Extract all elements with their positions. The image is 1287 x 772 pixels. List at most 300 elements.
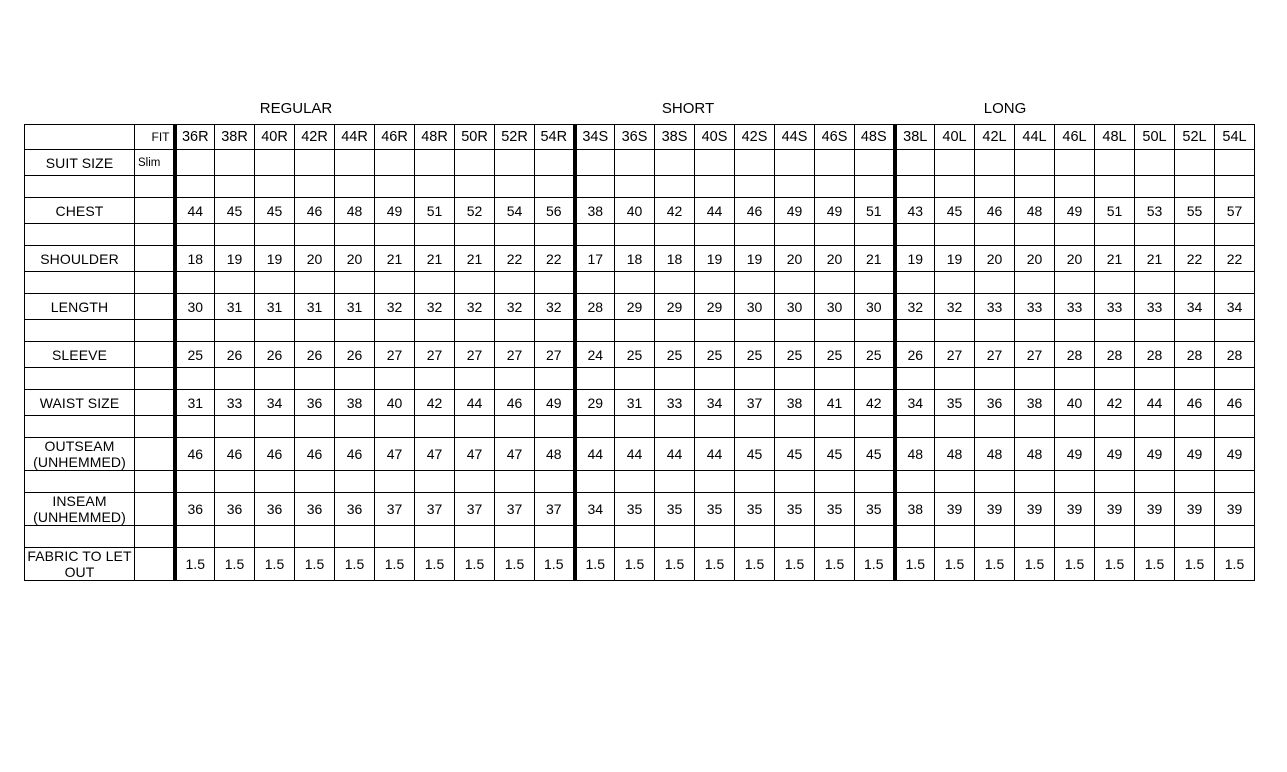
data-cell: 37	[415, 493, 455, 526]
data-cell: 33	[1015, 294, 1055, 320]
data-cell: 49	[1215, 438, 1255, 471]
spacer-cell	[855, 224, 895, 246]
data-cell: 30	[815, 294, 855, 320]
spacer-cell	[535, 272, 575, 294]
spacer-cell	[295, 272, 335, 294]
data-cell: 27	[1015, 342, 1055, 368]
data-cell: 26	[215, 342, 255, 368]
data-cell: 34	[895, 390, 935, 416]
data-cell: 47	[455, 438, 495, 471]
data-cell: 32	[935, 294, 975, 320]
spacer-cell	[215, 224, 255, 246]
column-header-46r: 46R	[375, 125, 415, 150]
spacer-cell	[495, 416, 535, 438]
data-cell: 45	[815, 438, 855, 471]
data-cell: 25	[175, 342, 215, 368]
spacer-cell	[415, 176, 455, 198]
spacer-cell	[975, 224, 1015, 246]
data-cell: 46	[215, 438, 255, 471]
row-fit-cell	[135, 294, 175, 320]
spacer-cell	[935, 471, 975, 493]
data-cell: 48	[935, 438, 975, 471]
column-header-42r: 42R	[295, 125, 335, 150]
data-cell	[935, 150, 975, 176]
row-label: INSEAM (UNHEMMED)	[25, 493, 135, 526]
data-cell: 36	[255, 493, 295, 526]
data-cell: 19	[255, 246, 295, 272]
spacer-cell	[25, 176, 135, 198]
spacer-cell	[295, 368, 335, 390]
spacer-cell	[495, 368, 535, 390]
spacer-cell	[1015, 320, 1055, 342]
spacer-cell	[735, 272, 775, 294]
spacer-cell	[1055, 224, 1095, 246]
row-label: OUTSEAM (UNHEMMED)	[25, 438, 135, 471]
spacer-cell	[255, 526, 295, 548]
spacer-cell	[1215, 272, 1255, 294]
spacer-cell	[855, 176, 895, 198]
data-cell	[215, 150, 255, 176]
spacer-cell	[255, 416, 295, 438]
data-cell: 39	[1135, 493, 1175, 526]
data-cell	[1135, 150, 1175, 176]
spacer-cell	[695, 416, 735, 438]
data-cell: 18	[655, 246, 695, 272]
spacer-cell	[175, 320, 215, 342]
data-cell: 34	[1215, 294, 1255, 320]
data-cell: 31	[215, 294, 255, 320]
data-cell: 34	[255, 390, 295, 416]
spacer-cell	[815, 272, 855, 294]
data-cell: 49	[1055, 438, 1095, 471]
data-cell: 1.5	[975, 548, 1015, 581]
spacer-cell	[295, 320, 335, 342]
spacer-cell	[975, 471, 1015, 493]
data-cell: 1.5	[295, 548, 335, 581]
data-cell: 1.5	[855, 548, 895, 581]
spacer-cell	[1175, 416, 1215, 438]
table-spacer-row	[25, 368, 1255, 390]
spacer-cell	[935, 224, 975, 246]
spacer-cell	[175, 272, 215, 294]
spacer-cell	[1135, 416, 1175, 438]
spacer-cell	[535, 526, 575, 548]
data-cell: 18	[175, 246, 215, 272]
data-cell: 48	[1015, 438, 1055, 471]
data-cell	[975, 150, 1015, 176]
data-cell: 36	[975, 390, 1015, 416]
spacer-cell	[615, 526, 655, 548]
data-cell: 22	[495, 246, 535, 272]
data-cell: 34	[695, 390, 735, 416]
spacer-cell	[335, 416, 375, 438]
spacer-cell	[735, 368, 775, 390]
column-header-48r: 48R	[415, 125, 455, 150]
data-cell: 42	[655, 198, 695, 224]
spacer-cell	[655, 224, 695, 246]
row-fit-cell	[135, 438, 175, 471]
spacer-cell	[25, 368, 135, 390]
spacer-cell	[135, 416, 175, 438]
data-cell: 44	[655, 438, 695, 471]
data-cell: 55	[1175, 198, 1215, 224]
spacer-cell	[135, 526, 175, 548]
spacer-cell	[655, 368, 695, 390]
data-cell: 20	[335, 246, 375, 272]
spacer-cell	[1055, 176, 1095, 198]
data-cell: 26	[295, 342, 335, 368]
data-cell: 54	[495, 198, 535, 224]
row-label: SLEEVE	[25, 342, 135, 368]
spacer-cell	[1175, 320, 1215, 342]
spacer-cell	[455, 320, 495, 342]
data-cell: 36	[295, 390, 335, 416]
table-row	[25, 493, 1255, 526]
data-cell: 46	[295, 198, 335, 224]
spacer-cell	[975, 416, 1015, 438]
spacer-cell	[335, 368, 375, 390]
spacer-cell	[175, 416, 215, 438]
spacer-cell	[175, 176, 215, 198]
spacer-cell	[255, 272, 295, 294]
table-spacer-row	[25, 176, 1255, 198]
spacer-cell	[175, 224, 215, 246]
spacer-cell	[335, 320, 375, 342]
spacer-cell	[735, 224, 775, 246]
data-cell: 20	[975, 246, 1015, 272]
column-header-34s: 34S	[575, 125, 615, 150]
spacer-cell	[1015, 416, 1055, 438]
spacer-cell	[655, 320, 695, 342]
spacer-cell	[455, 368, 495, 390]
column-header-50r: 50R	[455, 125, 495, 150]
data-cell: 31	[255, 294, 295, 320]
data-cell: 27	[495, 342, 535, 368]
data-cell	[255, 150, 295, 176]
spacer-cell	[175, 471, 215, 493]
data-cell: 45	[255, 198, 295, 224]
spacer-cell	[1215, 416, 1255, 438]
row-label: SHOULDER	[25, 246, 135, 272]
data-cell: 1.5	[535, 548, 575, 581]
data-cell: 42	[415, 390, 455, 416]
spacer-cell	[775, 368, 815, 390]
spacer-cell	[575, 272, 615, 294]
data-cell	[655, 150, 695, 176]
data-cell: 25	[735, 342, 775, 368]
data-cell: 27	[455, 342, 495, 368]
data-cell: 33	[215, 390, 255, 416]
data-cell: 21	[455, 246, 495, 272]
data-cell	[1015, 150, 1055, 176]
data-cell	[295, 150, 335, 176]
data-cell: 48	[895, 438, 935, 471]
spacer-cell	[535, 368, 575, 390]
spacer-cell	[615, 368, 655, 390]
spacer-cell	[1175, 176, 1215, 198]
spacer-cell	[375, 272, 415, 294]
spacer-cell	[815, 320, 855, 342]
data-cell: 30	[855, 294, 895, 320]
data-cell: 39	[975, 493, 1015, 526]
spacer-cell	[815, 471, 855, 493]
spacer-cell	[375, 416, 415, 438]
spacer-cell	[775, 471, 815, 493]
data-cell: 49	[535, 390, 575, 416]
spacer-cell	[1135, 176, 1175, 198]
data-cell: 46	[1215, 390, 1255, 416]
column-header-42s: 42S	[735, 125, 775, 150]
spacer-cell	[575, 471, 615, 493]
data-cell: 35	[935, 390, 975, 416]
spacer-cell	[455, 526, 495, 548]
spacer-cell	[1175, 224, 1215, 246]
data-cell	[1215, 150, 1255, 176]
data-cell: 27	[375, 342, 415, 368]
spacer-cell	[1015, 272, 1055, 294]
data-cell: 43	[895, 198, 935, 224]
suit-size-chart	[24, 124, 1255, 581]
spacer-cell	[215, 471, 255, 493]
spacer-cell	[615, 224, 655, 246]
data-cell: 35	[815, 493, 855, 526]
spacer-cell	[455, 471, 495, 493]
spacer-cell	[1215, 368, 1255, 390]
spacer-cell	[895, 320, 935, 342]
spacer-cell	[375, 368, 415, 390]
data-cell: 46	[495, 390, 535, 416]
spacer-cell	[695, 272, 735, 294]
spacer-cell	[295, 176, 335, 198]
table-spacer-row	[25, 320, 1255, 342]
spacer-cell	[255, 368, 295, 390]
data-cell: 45	[935, 198, 975, 224]
column-header-54r: 54R	[535, 125, 575, 150]
spacer-cell	[25, 224, 135, 246]
data-cell: 51	[855, 198, 895, 224]
spacer-cell	[695, 224, 735, 246]
data-cell: 36	[215, 493, 255, 526]
data-cell: 42	[855, 390, 895, 416]
spacer-cell	[335, 224, 375, 246]
table-spacer-row	[25, 526, 1255, 548]
data-cell: 21	[1095, 246, 1135, 272]
data-cell: 28	[1215, 342, 1255, 368]
data-cell: 38	[575, 198, 615, 224]
data-cell: 38	[335, 390, 375, 416]
data-cell: 41	[815, 390, 855, 416]
data-cell: 22	[1215, 246, 1255, 272]
spacer-cell	[455, 176, 495, 198]
spacer-cell	[295, 471, 335, 493]
column-header-52l: 52L	[1175, 125, 1215, 150]
spacer-cell	[495, 224, 535, 246]
data-cell	[175, 150, 215, 176]
data-cell: 1.5	[935, 548, 975, 581]
spacer-cell	[535, 320, 575, 342]
data-cell: 25	[775, 342, 815, 368]
spacer-cell	[935, 416, 975, 438]
spacer-cell	[575, 368, 615, 390]
column-header-38s: 38S	[655, 125, 695, 150]
data-cell: 39	[1175, 493, 1215, 526]
spacer-cell	[855, 416, 895, 438]
data-cell: 21	[375, 246, 415, 272]
data-cell: 1.5	[415, 548, 455, 581]
data-cell: 20	[775, 246, 815, 272]
table-row	[25, 150, 1255, 176]
data-cell: 30	[775, 294, 815, 320]
spacer-cell	[1095, 320, 1135, 342]
spacer-cell	[25, 526, 135, 548]
data-cell: 19	[935, 246, 975, 272]
data-cell	[575, 150, 615, 176]
spacer-cell	[335, 526, 375, 548]
spacer-cell	[655, 526, 695, 548]
spacer-cell	[855, 320, 895, 342]
row-fit-cell	[135, 198, 175, 224]
data-cell	[455, 150, 495, 176]
spacer-cell	[815, 176, 855, 198]
spacer-cell	[335, 176, 375, 198]
data-cell: 44	[615, 438, 655, 471]
spacer-cell	[935, 176, 975, 198]
column-header-48s: 48S	[855, 125, 895, 150]
data-cell: 39	[1055, 493, 1095, 526]
spacer-cell	[335, 471, 375, 493]
column-header-40l: 40L	[935, 125, 975, 150]
data-cell: 29	[695, 294, 735, 320]
spacer-cell	[415, 224, 455, 246]
column-header-46l: 46L	[1055, 125, 1095, 150]
spacer-cell	[135, 471, 175, 493]
data-cell: 1.5	[175, 548, 215, 581]
row-fit-cell: Slim	[135, 150, 175, 176]
data-cell: 49	[375, 198, 415, 224]
spacer-cell	[255, 471, 295, 493]
table-spacer-row	[25, 471, 1255, 493]
spacer-cell	[1015, 368, 1055, 390]
spacer-cell	[615, 416, 655, 438]
spacer-cell	[255, 224, 295, 246]
column-header-54l: 54L	[1215, 125, 1255, 150]
spacer-cell	[1135, 320, 1175, 342]
spacer-cell	[135, 224, 175, 246]
spacer-cell	[135, 272, 175, 294]
data-cell: 1.5	[575, 548, 615, 581]
spacer-cell	[855, 368, 895, 390]
spacer-cell	[25, 320, 135, 342]
spacer-cell	[615, 471, 655, 493]
data-cell: 31	[175, 390, 215, 416]
spacer-cell	[375, 320, 415, 342]
data-cell: 25	[855, 342, 895, 368]
data-cell: 18	[615, 246, 655, 272]
spacer-cell	[495, 272, 535, 294]
data-cell	[895, 150, 935, 176]
data-cell: 1.5	[735, 548, 775, 581]
group-headers	[24, 100, 1264, 124]
data-cell: 46	[335, 438, 375, 471]
data-cell: 24	[575, 342, 615, 368]
table-spacer-row	[25, 224, 1255, 246]
data-cell: 46	[735, 198, 775, 224]
data-cell: 28	[1095, 342, 1135, 368]
data-cell: 35	[615, 493, 655, 526]
data-cell: 46	[255, 438, 295, 471]
spacer-cell	[655, 272, 695, 294]
spacer-cell	[1135, 368, 1175, 390]
data-cell: 1.5	[335, 548, 375, 581]
data-cell: 30	[175, 294, 215, 320]
spacer-cell	[1095, 526, 1135, 548]
table-row	[25, 438, 1255, 471]
table-row	[25, 342, 1255, 368]
spacer-cell	[295, 224, 335, 246]
data-cell: 35	[735, 493, 775, 526]
data-cell: 40	[615, 198, 655, 224]
data-cell	[335, 150, 375, 176]
table-corner-cell	[25, 125, 135, 150]
spacer-cell	[175, 526, 215, 548]
data-cell: 21	[415, 246, 455, 272]
spacer-cell	[495, 471, 535, 493]
column-header-48l: 48L	[1095, 125, 1135, 150]
spacer-cell	[935, 526, 975, 548]
spacer-cell	[495, 320, 535, 342]
group-label-long: LONG	[983, 100, 1027, 117]
spacer-cell	[895, 368, 935, 390]
column-header-42l: 42L	[975, 125, 1015, 150]
spacer-cell	[1015, 471, 1055, 493]
data-cell: 1.5	[1095, 548, 1135, 581]
spacer-cell	[375, 176, 415, 198]
spacer-cell	[575, 526, 615, 548]
spacer-cell	[895, 272, 935, 294]
data-cell: 20	[1015, 246, 1055, 272]
table-row	[25, 390, 1255, 416]
data-cell: 22	[535, 246, 575, 272]
data-cell: 1.5	[215, 548, 255, 581]
spacer-cell	[375, 224, 415, 246]
spacer-cell	[535, 224, 575, 246]
spacer-cell	[975, 176, 1015, 198]
data-cell: 49	[1135, 438, 1175, 471]
data-cell: 51	[415, 198, 455, 224]
data-cell: 1.5	[1015, 548, 1055, 581]
table-spacer-row	[25, 416, 1255, 438]
spacer-cell	[975, 526, 1015, 548]
spacer-cell	[1055, 272, 1095, 294]
data-cell: 47	[375, 438, 415, 471]
data-cell: 39	[1095, 493, 1135, 526]
data-cell: 28	[1175, 342, 1215, 368]
data-cell: 1.5	[695, 548, 735, 581]
data-cell: 40	[375, 390, 415, 416]
data-cell: 35	[695, 493, 735, 526]
data-cell: 26	[895, 342, 935, 368]
table-row	[25, 548, 1255, 581]
spacer-cell	[1095, 224, 1135, 246]
spacer-cell	[1055, 320, 1095, 342]
spacer-cell	[735, 526, 775, 548]
spacer-cell	[815, 526, 855, 548]
spacer-cell	[1135, 526, 1175, 548]
column-header-fit: FIT	[135, 125, 175, 150]
data-cell: 28	[1055, 342, 1095, 368]
data-cell: 1.5	[775, 548, 815, 581]
data-cell: 21	[855, 246, 895, 272]
